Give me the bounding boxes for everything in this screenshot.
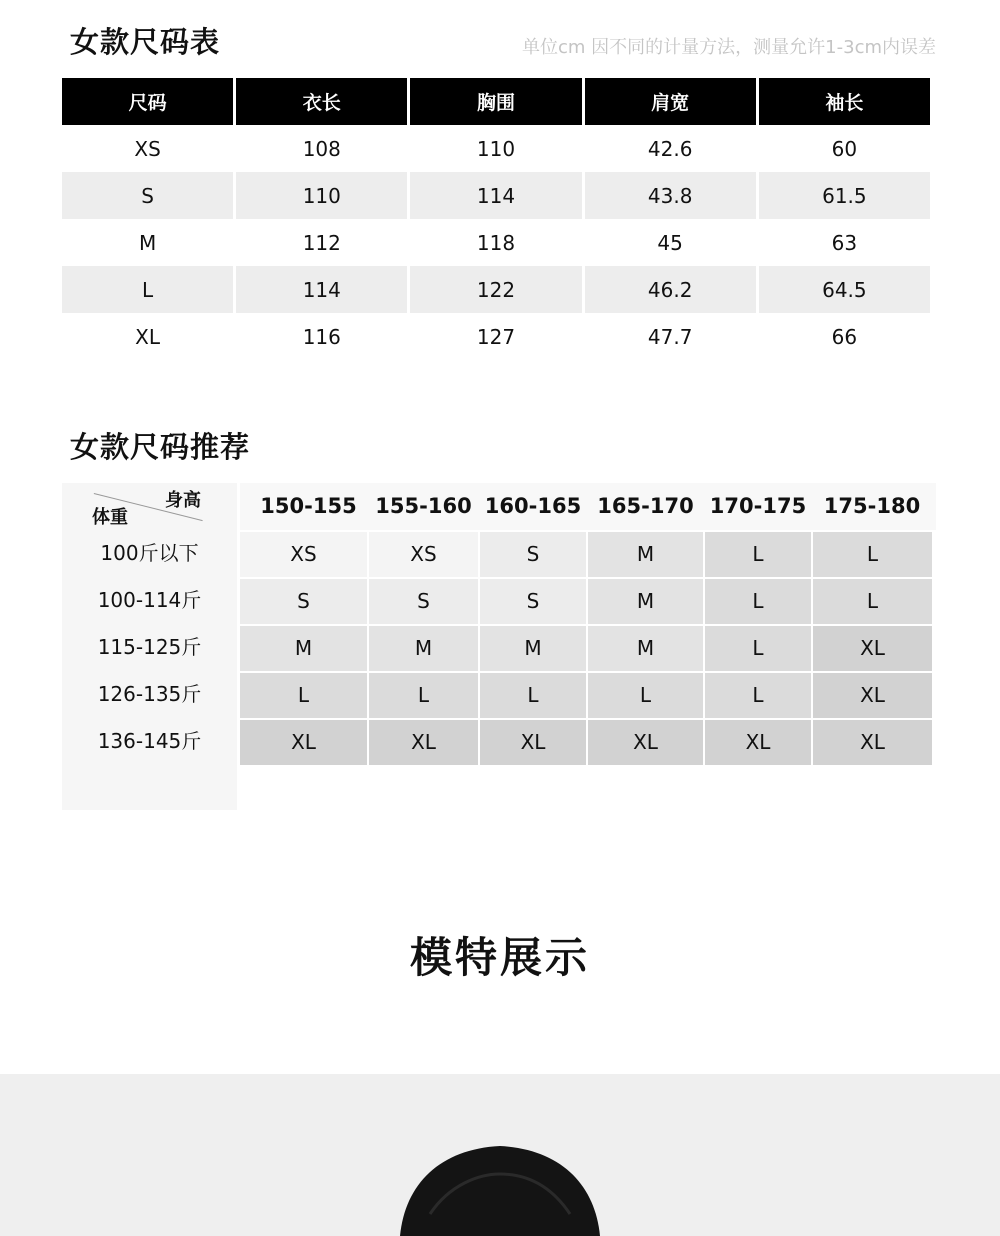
recommended-size-cell: XS: [369, 532, 478, 577]
model-showcase-title: 模特展示: [409, 933, 590, 982]
recommended-size-cell: XL: [480, 720, 586, 765]
recommended-size-cell: S: [240, 579, 367, 624]
recommended-size-cell: XL: [813, 626, 932, 671]
recommended-size-cell: M: [369, 626, 478, 671]
recommended-size-cell: L: [705, 532, 811, 577]
table-cell: 114: [236, 266, 407, 313]
table-cell: 46.2: [585, 266, 756, 313]
recommended-size-cell: M: [480, 626, 586, 671]
table-cell: XS: [134, 136, 161, 161]
height-header: 175-180: [823, 494, 921, 518]
table-row: [62, 172, 930, 219]
weight-row-label: 100-114斤: [97, 588, 202, 612]
table-cell: 47.7: [647, 324, 693, 349]
size-recommendation-title: 女款尺码推荐: [70, 430, 251, 464]
table-row: [62, 219, 930, 266]
recommended-size-cell: S: [369, 579, 478, 624]
table-cell: 112: [302, 230, 341, 255]
size-chart-header-row: [62, 78, 930, 125]
corner-height-label: 身高: [165, 490, 201, 511]
table-cell: 64.5: [759, 266, 930, 313]
table-cell: S: [62, 172, 233, 219]
header-sleeve: 袖长: [759, 78, 930, 125]
height-header: 155-160: [375, 494, 472, 518]
weight-row-label: 126-135斤: [97, 682, 202, 706]
recommended-size-cell: M: [588, 579, 703, 624]
height-header: 165-170: [597, 494, 694, 518]
table-row: [62, 313, 930, 360]
size-chart-table: [59, 78, 933, 360]
height-header: 160-165: [484, 494, 582, 518]
height-header: 150-155: [260, 494, 357, 518]
recommended-size-cell: L: [588, 673, 703, 718]
recommended-size-cell: L: [369, 673, 478, 718]
height-header: 170-175: [709, 494, 807, 518]
header-length: 衣长: [236, 78, 407, 125]
table-cell: 114: [410, 172, 581, 219]
recommended-size-cell: XL: [240, 720, 367, 765]
recommended-size-cell: L: [705, 626, 811, 671]
weight-row-label: 115-125斤: [97, 635, 202, 659]
header-shoulder: 肩宽: [585, 78, 756, 125]
recommended-size-cell: XL: [705, 720, 811, 765]
recommended-size-cell: L: [240, 673, 367, 718]
table-row: [62, 125, 930, 172]
recommended-size-cell: L: [705, 673, 811, 718]
corner-weight-label: 体重: [92, 507, 128, 528]
table-cell: L: [62, 266, 233, 313]
recommended-size-cell: M: [240, 626, 367, 671]
header-chest: 胸围: [410, 78, 581, 125]
recommended-size-cell: M: [588, 626, 703, 671]
recommended-size-cell: S: [480, 532, 586, 577]
table-cell: 43.8: [585, 172, 756, 219]
table-cell: 66: [831, 324, 858, 349]
recommended-size-cell: XL: [813, 720, 932, 765]
table-cell: 61.5: [759, 172, 930, 219]
header-size: 尺码: [62, 78, 233, 125]
weight-row-label: 136-145斤: [97, 729, 202, 753]
recommended-size-cell: XS: [240, 532, 367, 577]
table-cell: 116: [302, 324, 341, 349]
table-cell: 63: [831, 230, 858, 255]
recommended-size-cell: XL: [369, 720, 478, 765]
table-cell: 118: [476, 230, 516, 255]
measurement-note: 单位cm 因不同的计量方法，测量允许1-3cm内误差: [522, 37, 936, 58]
table-cell: XL: [135, 324, 161, 349]
table-cell: 108: [302, 136, 341, 161]
size-chart-title: 女款尺码表: [70, 25, 221, 59]
recommended-size-cell: S: [480, 579, 586, 624]
recommended-size-cell: L: [813, 579, 932, 624]
table-cell: 127: [476, 324, 516, 349]
recommended-size-cell: L: [480, 673, 586, 718]
recommended-size-cell: M: [588, 532, 703, 577]
table-cell: 42.6: [647, 136, 693, 161]
table-cell: 45: [657, 230, 683, 255]
model-photo: [0, 1074, 1000, 1236]
recommended-size-cell: L: [705, 579, 811, 624]
table-cell: 110: [476, 136, 516, 161]
table-row: [62, 266, 930, 313]
table-cell: 122: [410, 266, 581, 313]
recommended-size-cell: XL: [813, 673, 932, 718]
table-cell: 60: [831, 136, 858, 161]
model-head-silhouette: [0, 1074, 1000, 1236]
recommended-size-cell: XL: [588, 720, 703, 765]
table-cell: M: [138, 230, 157, 255]
table-cell: 110: [236, 172, 407, 219]
recommended-size-cell: L: [813, 532, 932, 577]
weight-row-label: 100斤以下: [100, 541, 199, 565]
